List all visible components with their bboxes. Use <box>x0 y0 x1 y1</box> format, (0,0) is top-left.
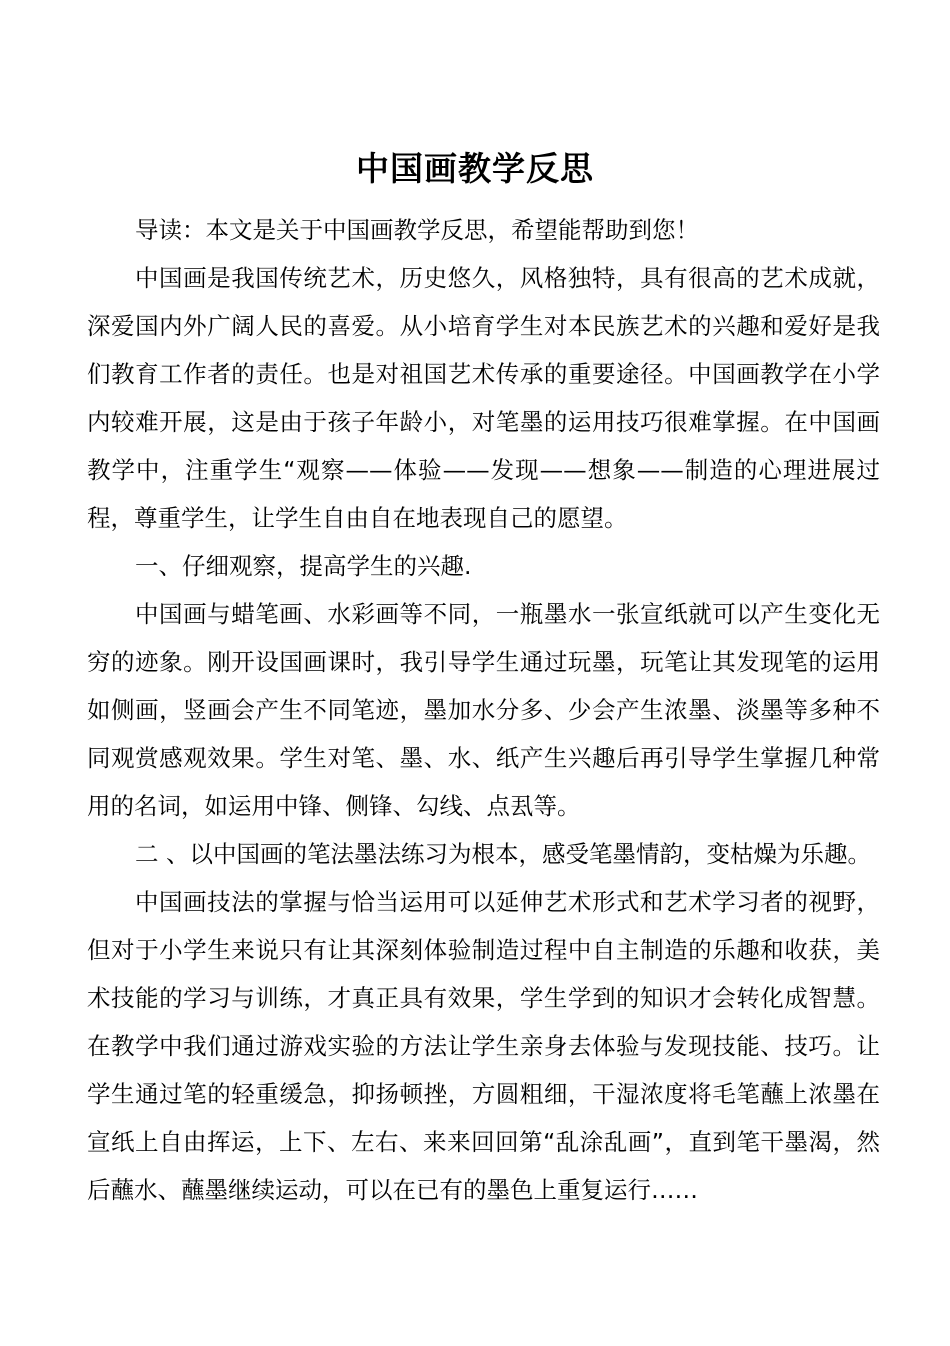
intro-paragraph: 导读：本文是关于中国画教学反思，希望能帮助到您！ <box>135 216 699 244</box>
document-title: 中国画教学反思 <box>356 149 594 188</box>
body-paragraph: 中国画是我国传统艺术，历史悠久，风格独特，具有很高的艺术成就，深爱国内外广阔人民的喜爱。从小培育学生对本民族艺术的兴趣和爱好是我们教育工作者的责任。也是对祖国艺术传承的重要途径。中国画教学在小学内较难开展，这是由于孩子年龄小，对笔墨的运用技巧很难掌握。在中国画教学中，注重学生“观察——体验——发现——想象——制造的心理进展过程，尊重学生，让学生自由自在地表现自己的愿望。 <box>87 264 880 532</box>
body-paragraph: 中国画与蜡笔画、水彩画等不同，一瓶墨水一张宣纸就可以产生变化无穷的迹象。刚开设国画课时，我引导学生通过玩墨，玩笔让其发现笔的运用如侧画，竖画会产生不同笔迹，墨加水分多、少会产生浓墨、淡墨等多种不同观赏感观效果。学生对笔、墨、水、纸产生兴趣后再引导学生掌握几种常用的名词，如运用中锋、侧锋、勾线、点厾等。 <box>87 600 880 820</box>
section-heading: 一、仔细观察，提高学生的兴趣. <box>135 552 472 580</box>
body-paragraph: 中国画技法的掌握与恰当运用可以延伸艺术形式和艺术学习者的视野，但对于小学生来说只有让其深刻体验制造过程中自主制造的乐趣和收获，美术技能的学习与训练，才真正具有效果，学生学到的知识才会转化成智慧。在教学中我们通过游戏实验的方法让学生亲身去体验与发现技能、技巧。让学生通过笔的轻重缓急，抑扬顿挫，方圆粗细，干湿浓度将毛笔蘸上浓墨在宣纸上自由挥运，上下、左右、来来回回第“乱涂乱画”，直到笔干墨渴，然后蘸水、蘸墨继续运动，可以在已有的墨色上重复运行…… <box>87 888 880 1204</box>
document-body <box>87 206 880 1214</box>
section-heading: 二 、以中国画的笔法墨法练习为根本，感受笔墨情韵，变枯燥为乐趣。 <box>135 840 871 868</box>
